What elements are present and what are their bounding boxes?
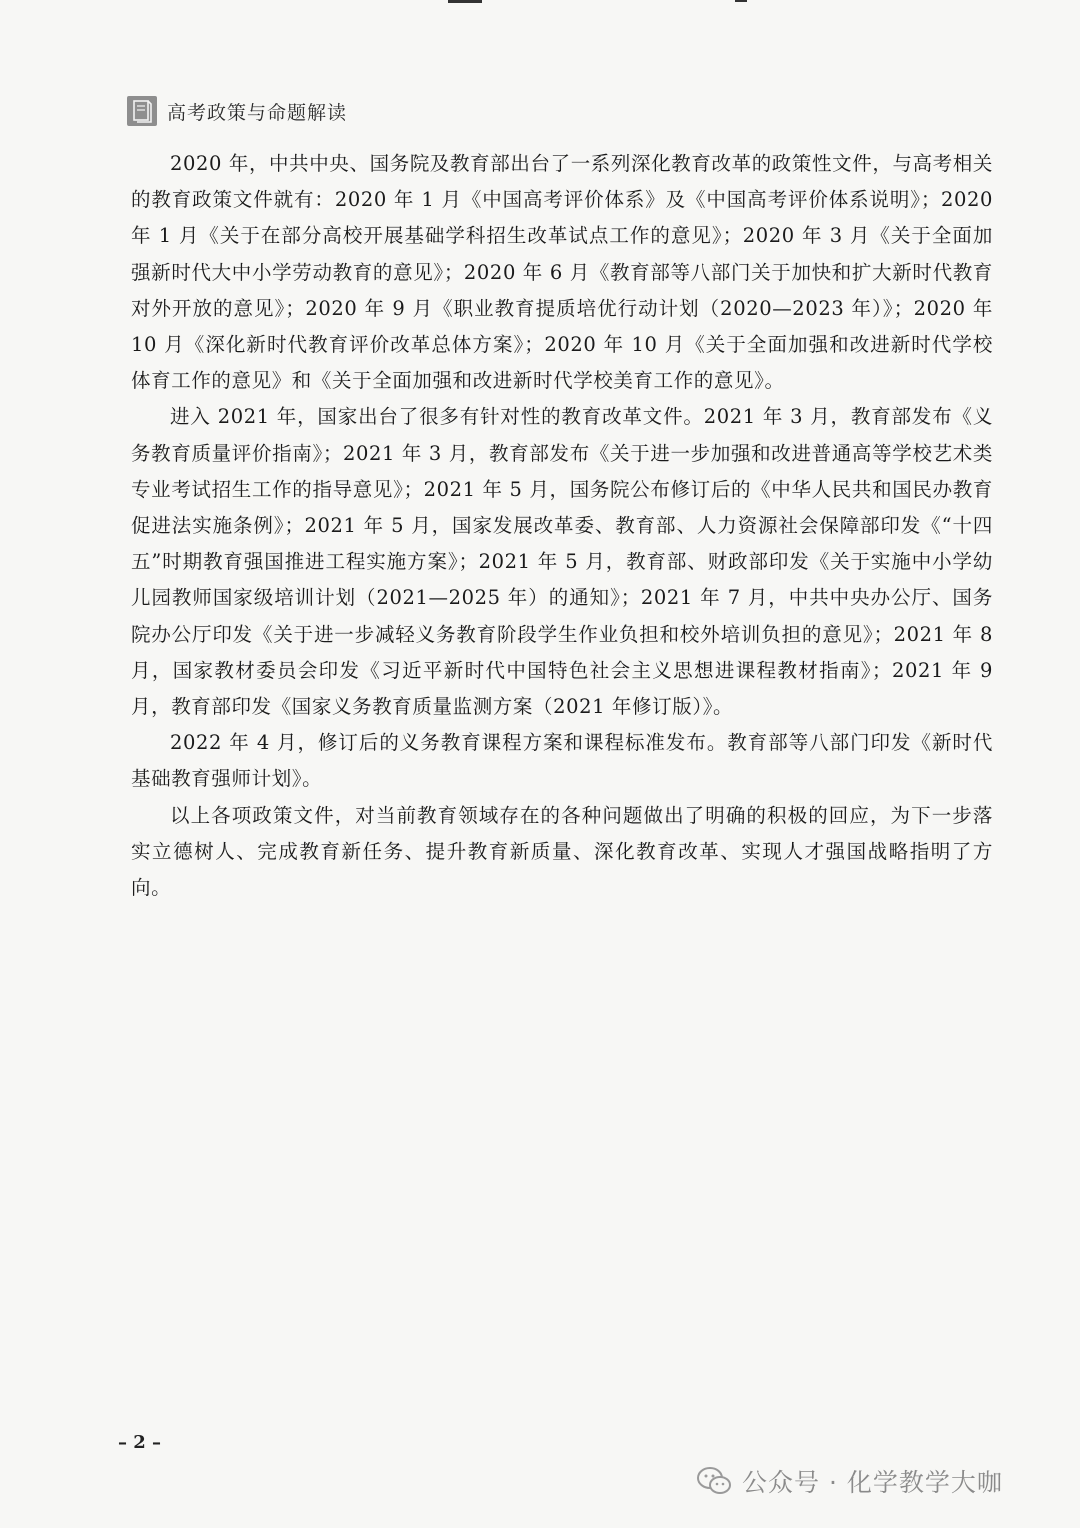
scan-mark: [735, 0, 747, 2]
paragraph: 以上各项政策文件，对当前教育领域存在的各种问题做出了明确的积极的回应，为下一步落实立德树人、完成教育新任务、提升教育新质量、深化教育改革、实现人才强国战略指明了方向。: [131, 803, 993, 900]
paragraph: 进入 2021 年，国家出台了很多有针对性的教育改革文件。2021 年 3 月，教育部发布《义务教育质量评价指南》；2021 年 3 月，教育部发布《关于进一步加强和改进普通高等学校艺术类专业考试招生工作的指导意见》；2021 年 5 月，国务院公布修订后的《中华人民共和国民办教育促进法实施条例》；2021 年 5 月，国家发展改革委、教育部、人力资源社会保障部印发《“十四五”时期教育强国推进工程实施方案》；2021 年 5 月，教育部、财政部印发《关于实施中小学幼儿园教师国家级培训计划（2021—2025 年）的通知》；2021 年 7 月，中共中央办公厅、国务院办公厅印发《关于进一步减轻义务教育阶段学生作业负担和校外培训负担的意见》；2021 年 8 月，国家教材委员会印发《习近平新时代中国特色社会主义思想进课程教材指南》；2021 年 9 月，教育部印发《国家义务教育质量监测方案（2021 年修订版）》。: [131, 405, 993, 719]
book-page-icon: [127, 96, 157, 126]
document-body: [131, 146, 993, 906]
page-number: – 2 –: [118, 1432, 162, 1453]
scan-mark: [448, 0, 482, 3]
watermark-text: 公众号 · 化学教学大咖: [742, 1468, 1003, 1497]
watermark: [696, 1463, 1003, 1499]
paragraph: 2022 年 4 月，修订后的义务教育课程方案和课程标准发布。教育部等八部门印发《新时代基础教育强师计划》。: [131, 731, 993, 791]
wechat-icon: [696, 1466, 732, 1496]
page-header: [127, 96, 347, 126]
paragraph: 2020 年，中共中央、国务院及教育部出台了一系列深化教育改革的政策性文件，与高考相关的教育政策文件就有：2020 年 1 月《中国高考评价体系》及《中国高考评价体系说明》；2020 年 1 月《关于在部分高校开展基础学科招生改革试点工作的意见》；2020 年 3 月《关于全面加强新时代大中小学劳动教育的意见》；2020 年 6 月《教育部等八部门关于加快和扩大新时代教育对外开放的意见》；2020 年 9 月《职业教育提质培优行动计划（2020—2023 年）》；2020 年 10 月《深化新时代教育评价改革总体方案》；2020 年 10 月《关于全面加强和改进新时代学校体育工作的意见》和《关于全面加强和改进新时代学校美育工作的意见》。: [131, 152, 993, 393]
header-title: 高考政策与命题解读: [167, 101, 348, 124]
